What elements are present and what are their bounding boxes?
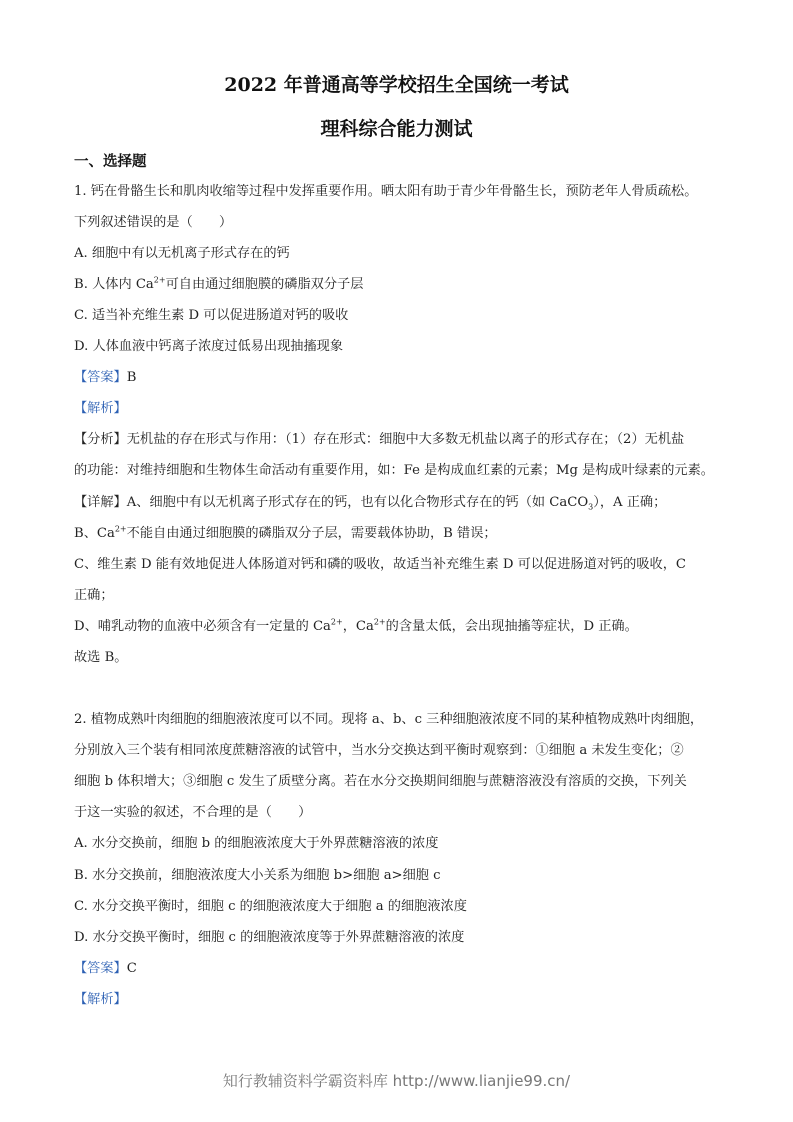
q1-xiangjie-a-post: ），A 正确； bbox=[593, 495, 667, 510]
exam-title: 2022 年普通高等学校招生全国统一考试 bbox=[224, 74, 569, 96]
q1-answer-value: B bbox=[126, 370, 137, 385]
q1-option-b-post: 可自由通过细胞膜的磷脂双分子层 bbox=[165, 277, 364, 292]
q1-xiangjie-d bbox=[74, 617, 638, 637]
q2-option-b: B. 水分交换前，细胞液浓度大小关系为细胞 b>细胞 a>细胞 c bbox=[74, 868, 441, 883]
q1-xiangjie-a-sub: 3 bbox=[588, 502, 594, 512]
q1-stem-line2: 下列叙述错误的是（ ） bbox=[74, 215, 233, 230]
q2-stem-line1: 2. 植物成熟叶肉细胞的细胞液浓度可以不同。现将 a、b、c 三种细胞液浓度不同的某种植物成熟叶肉细胞， bbox=[74, 712, 704, 727]
q2-option-d: D. 水分交换平衡时，细胞 c 的细胞液浓度等于外界蔗糖溶液的浓度 bbox=[74, 930, 465, 945]
q1-option-c: C. 适当补充维生素 D 可以促进肠道对钙的吸收 bbox=[74, 308, 349, 323]
q1-fenxi-tag: 【分析】 bbox=[74, 432, 127, 447]
q1-xiangjie-d-sup2: 2+ bbox=[373, 617, 386, 627]
q1-fenxi-line2: 的功能：对维持细胞和生物体生命活动有重要作用，如：Fe 是构成血红素的元素；Mg 是构成叶绿素的元素。 bbox=[74, 463, 714, 478]
q1-xiangjie-d-mid: ，Ca bbox=[342, 619, 374, 634]
q1-answer-tag: 【答案】 bbox=[74, 370, 127, 385]
q2-analysis-tag: 【解析】 bbox=[74, 992, 127, 1007]
q2-stem-line4: 于这一实验的叙述，不合理的是（ ） bbox=[74, 805, 312, 820]
q1-option-b-sup: 2+ bbox=[153, 275, 166, 285]
q1-answer bbox=[74, 368, 136, 388]
q1-xiangjie-c-line1: C、维生素 D 能有效地促进人体肠道对钙和磷的吸收，故适当补充维生素 D 可以促进肠道对钙的吸收，C bbox=[74, 557, 686, 572]
q1-xiangjie-b-post: 不能自由通过细胞膜的磷脂双分子层，需要载体协助，B 错误； bbox=[126, 526, 497, 541]
q1-fenxi-text1: 无机盐的存在形式与作用：（1）存在形式：细胞中大多数无机盐以离子的形式存在；（2）无机盐 bbox=[126, 432, 685, 447]
q1-option-a: A. 细胞中有以无机离子形式存在的钙 bbox=[74, 246, 290, 261]
q2-answer-tag: 【答案】 bbox=[74, 961, 127, 976]
q2-answer-value: C bbox=[126, 961, 137, 976]
q1-xiangjie-a bbox=[74, 493, 666, 513]
q1-analysis-tag: 【解析】 bbox=[74, 401, 127, 416]
q1-conclusion: 故选 B。 bbox=[74, 650, 128, 665]
footer-watermark: 知行教辅资料学霸资料库 http://www.lianjie99.cn/ bbox=[222, 1072, 571, 1090]
q1-option-b-pre: B. 人体内 Ca bbox=[74, 277, 154, 292]
q1-xiangjie-tag: 【详解】 bbox=[74, 495, 127, 510]
q1-xiangjie-d-pre: D、哺乳动物的血液中必须含有一定量的 Ca bbox=[74, 619, 331, 634]
q2-stem-line2: 分别放入三个装有相同浓度蔗糖溶液的试管中，当水分交换达到平衡时观察到：①细胞 a 未发生变化；② bbox=[74, 743, 684, 758]
q1-xiangjie-b-sup: 2+ bbox=[114, 524, 127, 534]
q1-xiangjie-b bbox=[74, 524, 497, 544]
q2-analysis bbox=[74, 990, 127, 1010]
section-heading: 一、选择题 bbox=[74, 153, 147, 170]
q1-xiangjie-a-pre: A、细胞中有以无机离子形式存在的钙，也有以化合物形式存在的钙（如 CaCO bbox=[126, 495, 589, 510]
q1-fenxi-line1 bbox=[74, 430, 684, 450]
q1-xiangjie-b-pre: B、Ca bbox=[74, 526, 115, 541]
q1-xiangjie-c-line2: 正确； bbox=[74, 588, 114, 603]
q2-option-a: A. 水分交换前，细胞 b 的细胞液浓度大于外界蔗糖溶液的浓度 bbox=[74, 836, 439, 851]
q2-answer bbox=[74, 959, 137, 979]
q1-option-d: D. 人体血液中钙离子浓度过低易出现抽搐现象 bbox=[74, 339, 344, 354]
q1-xiangjie-d-sup1: 2+ bbox=[330, 617, 343, 627]
q1-stem-line1: 1. 钙在骨骼生长和肌肉收缩等过程中发挥重要作用。晒太阳有助于青少年骨骼生长，预防老年人骨质疏松。 bbox=[74, 184, 698, 199]
q1-xiangjie-d-post: 的含量太低，会出现抽搐等症状，D 正确。 bbox=[385, 619, 638, 634]
exam-subtitle: 理科综合能力测试 bbox=[320, 118, 473, 140]
q1-analysis bbox=[74, 399, 127, 419]
q2-stem-line3: 细胞 b 体积增大；③细胞 c 发生了质壁分离。若在水分交换期间细胞与蔗糖溶液没有溶质的交换，下列关 bbox=[74, 774, 687, 789]
q2-option-c: C. 水分交换平衡时，细胞 c 的细胞液浓度大于细胞 a 的细胞液浓度 bbox=[74, 899, 467, 914]
q1-option-b bbox=[74, 275, 363, 295]
